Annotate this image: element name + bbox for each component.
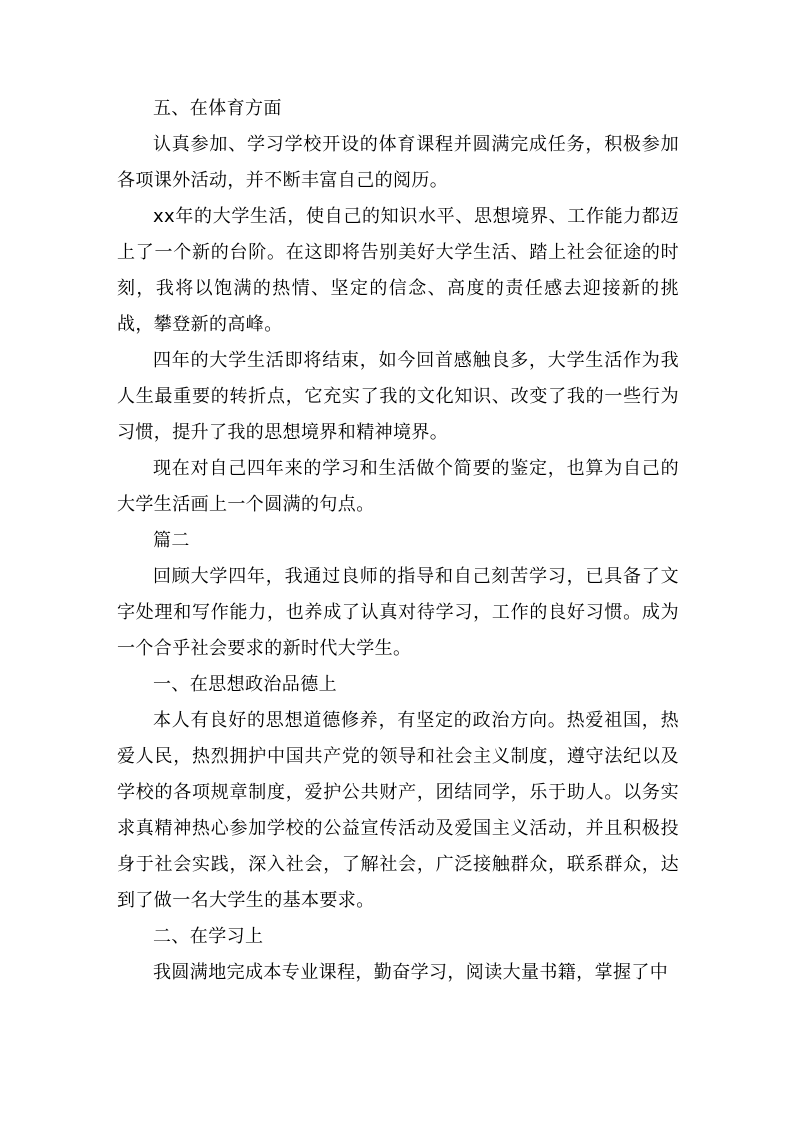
section-heading-sports: 五、在体育方面 — [153, 98, 282, 119]
paragraph-sports: 认真参加、学习学校开设的体育课程并圆满完成任务，积极参加各项课外活动，并不断丰富自己的阅历。 — [117, 134, 679, 191]
paragraph-ideology: 本人有良好的思想道德修养，有坚定的政治方向。热爱祖国，热爱人民，热烈拥护中国共产党的领导和社会主义制度，遵守法纪以及学校的各项规章制度，爱护公共财产，团结同学，乐于助人。以务实求真精神热心参加学校的公益宣传活动及爱国主义活动，并且积极投身于社会实践，深入社会，了解社会，广泛接触群众，联系群众，达到了做一名大学生的基本要求。 — [117, 710, 679, 911]
paragraph-four-years: 四年的大学生活即将结束，如今回首感触良多，大学生活作为我人生最重要的转折点，它充实了我的文化知识、改变了我的一些行为习惯，提升了我的思想境界和精神境界。 — [117, 350, 679, 443]
document-body — [117, 91, 679, 991]
paragraph-study: 我圆满地完成本专业课程，勤奋学习，阅读大量书籍，掌握了中 — [153, 962, 669, 983]
paragraph-review: 回顾大学四年，我通过良师的指导和自己刻苦学习，已具备了文字处理和写作能力，也养成了认真对待学习，工作的良好习惯。成为一个合乎社会要求的新时代大学生。 — [117, 566, 679, 659]
section-title-part-two: 篇二 — [153, 530, 190, 551]
paragraph-university-life: xx年的大学生活，使自己的知识水平、思想境界、工作能力都迈上了一个新的台阶。在这即将告别美好大学生活、踏上社会征途的时刻，我将以饱满的热情、坚定的信念、高度的责任感去迎接新的挑战，攀登新的高峰。 — [117, 206, 679, 335]
section-heading-ideology: 一、在思想政治品德上 — [153, 674, 337, 695]
paragraph-self-assessment: 现在对自己四年来的学习和生活做个简要的鉴定，也算为自己的大学生活画上一个圆满的句点。 — [117, 458, 679, 515]
section-heading-study: 二、在学习上 — [153, 926, 264, 947]
